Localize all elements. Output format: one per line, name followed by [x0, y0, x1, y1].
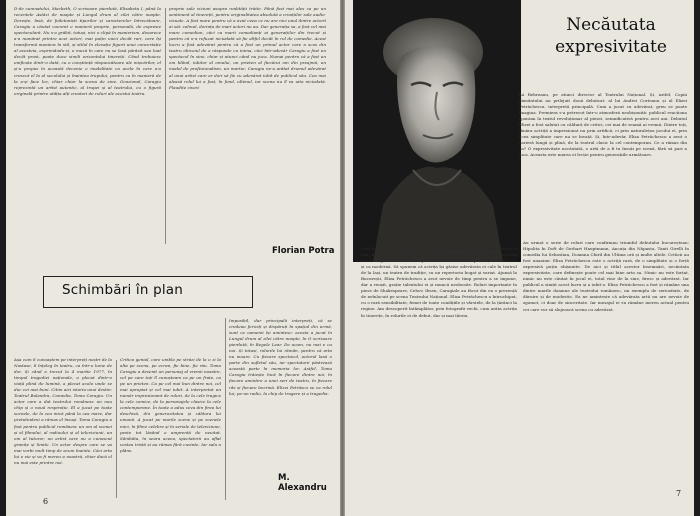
section-title: Schimbări în plan [62, 282, 184, 298]
column-divider [116, 360, 117, 498]
right-bottom-column-2 [523, 240, 689, 498]
portrait-illustration [353, 0, 521, 262]
page-number-right: 7 [676, 489, 682, 498]
article-title [531, 14, 691, 58]
signature-m-alexandru: M. Alexandru [278, 473, 327, 493]
column-divider [165, 8, 166, 244]
page-number-left: 6 [43, 497, 49, 506]
left-top-column-2-text: proprie sale viziuni asupra realității trăite. Până fost mai ales ca pe un sentiment al tinereții, pentru originalitatea absolută a creațiilor sale audio-vizuale. A fost mare pentru că a avut ceea ce nu are nici unul dintre actorii ai săi: calmul, dorința de mari actori nu au. Dar generația sa, a fost cel mai mare comedian, căci ca marii comedianți ai generațiilor din trecut și pentru că n-a refuzat niciodată să fie altfel decât în rol de comedie. Acest lucru a fost adevărat pentru că a fost un primul actor care a scos din teatru obiceiul de a răspunde cu inima, căci într-adevăr Caragiu a fost un spectacol în sine, chiar și atunci când nu juca. Numai pentru că a fost un om blând, iubitor al omului, un prieten al fiecărui om din preajmă, un model de profesionalism, un martor, Caragiu ne-a arătat drumul adevărat al unui artist care ar dori să fie cu adevărat iubit de publicul său. Cea mai aleasă rolul lui a fost, în fond, ultimul, iar scena nu îl va uita niciodată. Plaudite cives! [169, 6, 326, 90]
left-top-column-2 [169, 6, 326, 246]
right-bottom-column-1-text: Cînd a coborît, în 1952, la București, Eliza Petrăchescu era doar celebra la Iași, Ion Sava și, mai ales, Ion Aurel Maican se vorbeau despre această elevă a Agathei Bârsescu, deprinsă de strălucită în experiențele clasice ca și ca modernă. Să spunem că actrița își găsise adevărata ei cale în teatrul de la Iași, un teatru de tradiție, cu un repertoriu bogat și variat. Ajunsă la București, Eliza Petrăchescu a avut nevoie de timp pentru a se impune, dar a reușit, grație talentului ei și muncii neobosite. Roluri importante în piese de Shakespeare, Cehov, Ibsen, Caragiale au făcut din ea o prezență de neînlocuit pe scena Teatrului Național. Eliza Petrăchescu a întruchipat, cu o rară sensibilitate, femei de toate condițiile și vârstele, de la țărănci la regine. Am descoperit întâmplător, prin fotografii vechi, cum arăta actrița în tinerețe, în rolurile ei de debut, dar și mai târziu. [361, 246, 517, 318]
right-bottom-column-1 [361, 246, 517, 496]
right-intro-column-text: lui Rebreanu, pe atunci director al Teatrului Național. Și, astfel, Copiii pământului au prilejuit două debuturi: al lui Andrei Corteanu și al Elizei Petrăchescu, interpretă principală. Cum a jucat cu adevărat, greu se poate imagina. Premiera s-a petrecut într-o atmosferă neobișnuită: publicul reacționa spontan la textul revoluționar al piesei, semnificativă pentru acei ani. Debutul Elizei a fost salutat cu căldură de critici, cei mai de seamă ai vremii. Dintre toți, tânăra actriță a impresionat nu prin artificii, ci prin naturalețea jocului ei, prin acea simplitate care nu se învață. Și, într-adevăr, Eliza Petrăchescu a avut o carieră lungă și plină, de la teatrul clasic la cel contemporan. Ce a rămas din ea? O expresivitate necăutată, o artă de a fi tu însuți pe scenă, fără să pari a juca. Aceasta este marea ei lecție pentru generațiile următoare. [519, 92, 687, 158]
left-page [6, 0, 340, 516]
left-bottom-column-3 [229, 318, 332, 458]
left-top-column-1-text: D-de cumnatului, Macbeth, O scrisoare pierdută, Elisabeta I, până la recentele Astăzi de noapte și Lungul drum al zilei către noapte. Dorește, însă, de foiletoniști tipurilor și caracterelor întrecătoare, Caragiu a căutat coerent o manieră proprie, personală, de expresie spectaculară. Nu s-a grăbit, totuși, nici o clipă în manierism, deoarece a-a numărat printre acei actori, mai puțin unici decât rari, care își transformă maniera în stil, și stilul în elevație figurii unui concertație al acesteia, exprimându-și, o muză în care nu se lasă părăsit sau luat decât prost, poate duce simili orizontului tinereții. Când trebuiesc unificate dintr-o dată, cu o conștiință răspunzătoare ale mișcărilor, el și-a propus în această decenie o modalitate ca acela în care a-a crescut el la al secolului și înaintea trupului, pentru ca în manieră de la a-și face loc, chiar chiar la scena de sine. Ocazional, Caragiu reprezintă un artist autentic, al trupei și al teatrului, cu o figură originală printre atâția alți creatori de roluri ale acestui teatru. [14, 6, 161, 96]
left-bottom-column-1-text: Așa cum îi cunoaștem pe interpreți noștri de la Nastase, îi înțeleg în teatru, ca într-o lume de dor. Și când a trecut la 4 martie 1977, în timpul tragediei naționale, a plecat dintr-o viață plină de lumină, a plecat acolo unde se duc cei mai buni. Citim aici istoria unui destin: Teatrul Bulandra, Comedia, Toma Caragiu. Un actor care a dat teatrului românesc un nou chip și o nouă respirație. El a jucat pe toate scenele, de la cea mică până la cea mare, dar pretutindeni a rămas el însuși. Toma Caragiu a fost pentru publicul românesc un om al scenei și al filmului, al radioului și al televiziunii, un om al tuturor, un artist care nu a cunoscut granițe și limite. Un actor despre care se va mai vorbi mult timp de acum înainte. Căci arta lui e vie și va fi mereu a noastră, chiar dacă el nu mai este printre noi. [14, 357, 112, 465]
left-bottom-column-1 [14, 357, 112, 499]
title-line-2: expresivitate [555, 37, 667, 57]
left-bottom-column-3-text: Imposibil, dar principalii interpreți, că se credeau fericiți și dispăruți în spațiul din urmă, sunt ce oamenii își amintesc: acesta a jucat în Lungul drum al zilei către noapte, în O scrisoare pierdută, în Regele Lear. De acum, nu mai e cu noi. Și totuși, rolurile lui rămân, pentru că arta nu moare. Cu fiecare spectacol, actorul lasă o parte din sufletul său, iar spectatorii păstrează această parte în memoria lor. Astfel, Toma Caragiu trăiește încă în fiecare dintre noi, în fiecare amintire a unei seri de teatru, în fiecare râs și fiecare lacrimă. Elizei Petrăscu se ca rolul lui; pe-un radio, la chip de tragere și a tragedia. [229, 318, 332, 396]
portrait-photo [353, 0, 521, 262]
right-intro-column [519, 92, 687, 240]
signature-florian-potra: Florian Potra [272, 246, 335, 256]
left-top-column-1 [14, 6, 161, 246]
left-bottom-column-2 [120, 357, 221, 499]
section-title-box [43, 276, 253, 308]
left-bottom-column-2-text: Critica genial, care umbla pe străzi de la o zi la alta pe scena, pe ecran, fie bine, fie rău. Toma Caragiu a devenit un personaj al vremii noastre, cel pe care toți îl cunoșteam ca pe un frate, ca pe un prieten. Ca pe cel mai bun dintre noi, cel mai apropiat și cel mai iubit. A interpretat un număr impresionant de roluri, de la cele tragice la cele comice, de la personajele clasice la cele contemporane. În toate a adus ceva din firea lui deschisă, din generozitatea și căldura lui umană. A jucat pe marile scene și pe scenele mici, în filme celebre și în seriale de televiziune, peste tot lăsând o amprentă de neuitat. Sâmbăta, în seara aceea, spectatorii au aflat vestea tristă și au rămas fără cuvinte. Iar sala a plâns. [120, 357, 221, 453]
title-line-1: Necăutata [566, 15, 656, 35]
right-page [345, 0, 694, 516]
right-bottom-column-2-text: Au urmat o serie de roluri care confirmau triumful debutului bucureștean: Hipolita în Doft de Gerhart Hauptmann, Ancuța din Năpasta, Tanti Girelli în comedia lui Sebastian, Doamna Chiril din Ultima oră și multe altele. Criticii au fost unanimi: Eliza Petrăchescu este o actriță rară, de o simplitate și o forță expresivă puțin obișnuite. De aici și titlul acestor însemnări, necăutata expresivitate, care definește poate cel mai bine arta sa. Nimic nu este forțat, nimic nu este căutat în jocul ei, totul vine de la sine, firesc și adevărat. Iar publicul a simțit acest lucru și a iubit-o. Eliza Petrăchescu a fost și rămâne una dintre marile doamne ale teatrului românesc, un exemplu de seriozitate, de dăruire și de modestie. Ea ne amintește că adevărata artă nu are nevoie de zgomot, ci doar de sinceritate. Iar mesajul ei va rămâne mereu actual pentru cei care vor să slujească scena cu adevărat. [523, 240, 689, 312]
column-divider [225, 318, 226, 500]
